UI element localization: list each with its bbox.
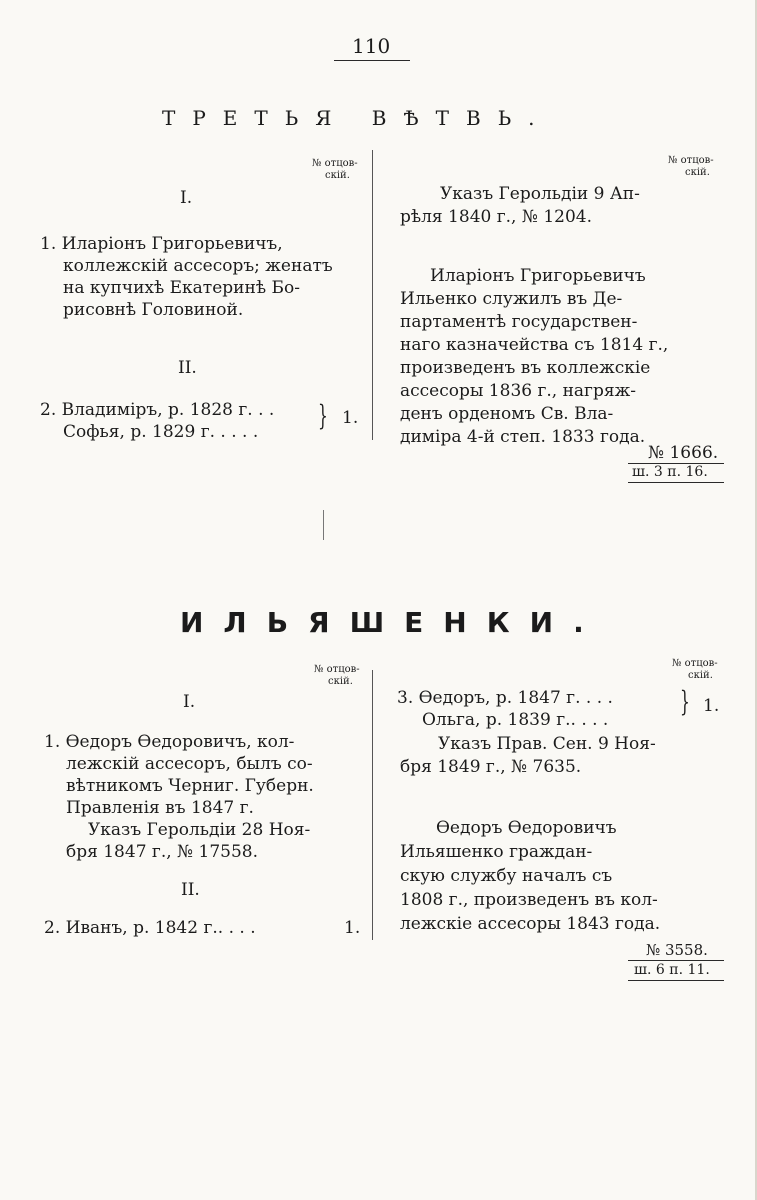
section1-column-divider: [372, 150, 373, 440]
section1-ref-location: ш. 3 п. 16.: [632, 464, 708, 480]
section2-entry1-line-2: лежскій ассесоръ, былъ со-: [66, 754, 313, 774]
section1-title: ТРЕТЬЯ ВѢТВЬ.: [162, 106, 552, 130]
section1-entry2-father: 1.: [342, 408, 359, 428]
section2-right-decree-line-2: бря 1849 г., № 7635.: [400, 757, 582, 777]
section2-right-decree-line-1: Указъ Прав. Сен. 9 Ноя-: [438, 734, 656, 754]
section1-decree-line-1: Указъ Герольдіи 9 Ап-: [440, 184, 640, 204]
section1-entry1-line-1: 1. Иларіонъ Григорьевичъ,: [40, 234, 283, 254]
section1-ref-rule-bottom: [628, 482, 724, 483]
section2-bio-line-2: Ильяшенко граждан-: [400, 842, 593, 862]
section2-bio-line-4: 1808 г., произведенъ въ кол-: [400, 890, 658, 910]
section1-bio-line-2: Ильенко служилъ въ Де-: [400, 289, 623, 309]
section2-left-col-header-1: № отцов-: [314, 664, 360, 675]
section1-entry2-line-1: 2. Владиміръ, р. 1828 г. . .: [40, 400, 275, 420]
section2-entry2-line: 2. Иванъ, р. 1842 г.. . . .: [44, 918, 256, 938]
page-number-rule: [334, 60, 410, 61]
section1-end-rule: [323, 510, 324, 540]
section2-ref-rule-bottom: [628, 980, 724, 981]
section2-entry1-line-3: вѣтникомъ Черниг. Губерн.: [66, 776, 314, 796]
section1-right-col-header-2: скій.: [685, 167, 710, 178]
section2-entry2-father: 1.: [344, 918, 361, 938]
section1-entry1-line-2: коллежскій ассесоръ; женатъ: [63, 256, 333, 276]
section1-bio-line-3: партаментѣ государствен-: [400, 312, 638, 332]
section1-entry2-brace: }: [318, 399, 328, 432]
section1-left-col-header-1: № отцов-: [312, 158, 358, 169]
section1-bio-line-1: Иларіонъ Григорьевичъ: [430, 266, 646, 286]
section2-left-col-header-2: скій.: [328, 676, 353, 687]
section1-entry2-line-2: Софья, р. 1829 г. . . . .: [63, 422, 259, 442]
section1-bio-line-5: произведенъ въ коллежскіе: [400, 358, 651, 378]
section2-left-roman-2: II.: [181, 880, 200, 900]
section2-left-roman-1: I.: [183, 692, 196, 712]
section2-left-decree-line-1: Указъ Герольдіи 28 Ноя-: [88, 820, 311, 840]
section1-entry1-line-3: на купчихѣ Екатеринѣ Бо-: [63, 278, 300, 298]
section1-left-roman-2: II.: [178, 358, 197, 378]
section2-entry3-father: 1.: [703, 696, 720, 716]
section2-entry1-line-1: 1. Өедоръ Өедоровичъ, кол-: [44, 732, 295, 752]
section2-entry3-brace: }: [680, 685, 690, 718]
section1-bio-line-4: наго казначейства съ 1814 г.,: [400, 335, 669, 355]
section2-ref-number: № 3558.: [646, 941, 708, 959]
section1-bio-line-6: ассесоры 1836 г., нагряж-: [400, 381, 636, 401]
section2-entry1-line-4: Правленія въ 1847 г.: [66, 798, 254, 818]
section2-column-divider: [372, 670, 373, 940]
section2-title: ИЛЬЯШЕНКИ.: [180, 606, 604, 639]
section2-right-col-header-2: скій.: [688, 670, 713, 681]
page-number: 110: [352, 34, 391, 58]
section2-right-col-header-1: № отцов-: [672, 658, 718, 669]
section1-decree-line-2: рѣля 1840 г., № 1204.: [400, 207, 593, 227]
section1-ref-number: № 1666.: [648, 443, 719, 463]
section2-entry3-line-2: Ольга, р. 1839 г.. . . .: [422, 710, 609, 730]
section2-bio-line-5: лежскіе ассесоры 1843 года.: [400, 914, 661, 934]
section2-ref-location: ш. 6 п. 11.: [634, 962, 710, 978]
section1-right-col-header-1: № отцов-: [668, 155, 714, 166]
section1-entry1-line-4: рисовнѣ Головиной.: [63, 300, 244, 320]
section2-bio-line-1: Өедоръ Өедоровичъ: [436, 818, 617, 838]
section1-bio-line-8: диміра 4-й степ. 1833 года.: [400, 427, 646, 447]
section1-left-roman-1: I.: [180, 188, 193, 208]
section1-left-col-header-2: скій.: [325, 170, 350, 181]
section2-left-decree-line-2: бря 1847 г., № 17558.: [66, 842, 259, 862]
section2-bio-line-3: скую службу началъ съ: [400, 866, 613, 886]
section2-entry3-line-1: 3. Өедоръ, р. 1847 г. . . .: [397, 688, 613, 708]
section1-bio-line-7: денъ орденомъ Св. Вла-: [400, 404, 614, 424]
